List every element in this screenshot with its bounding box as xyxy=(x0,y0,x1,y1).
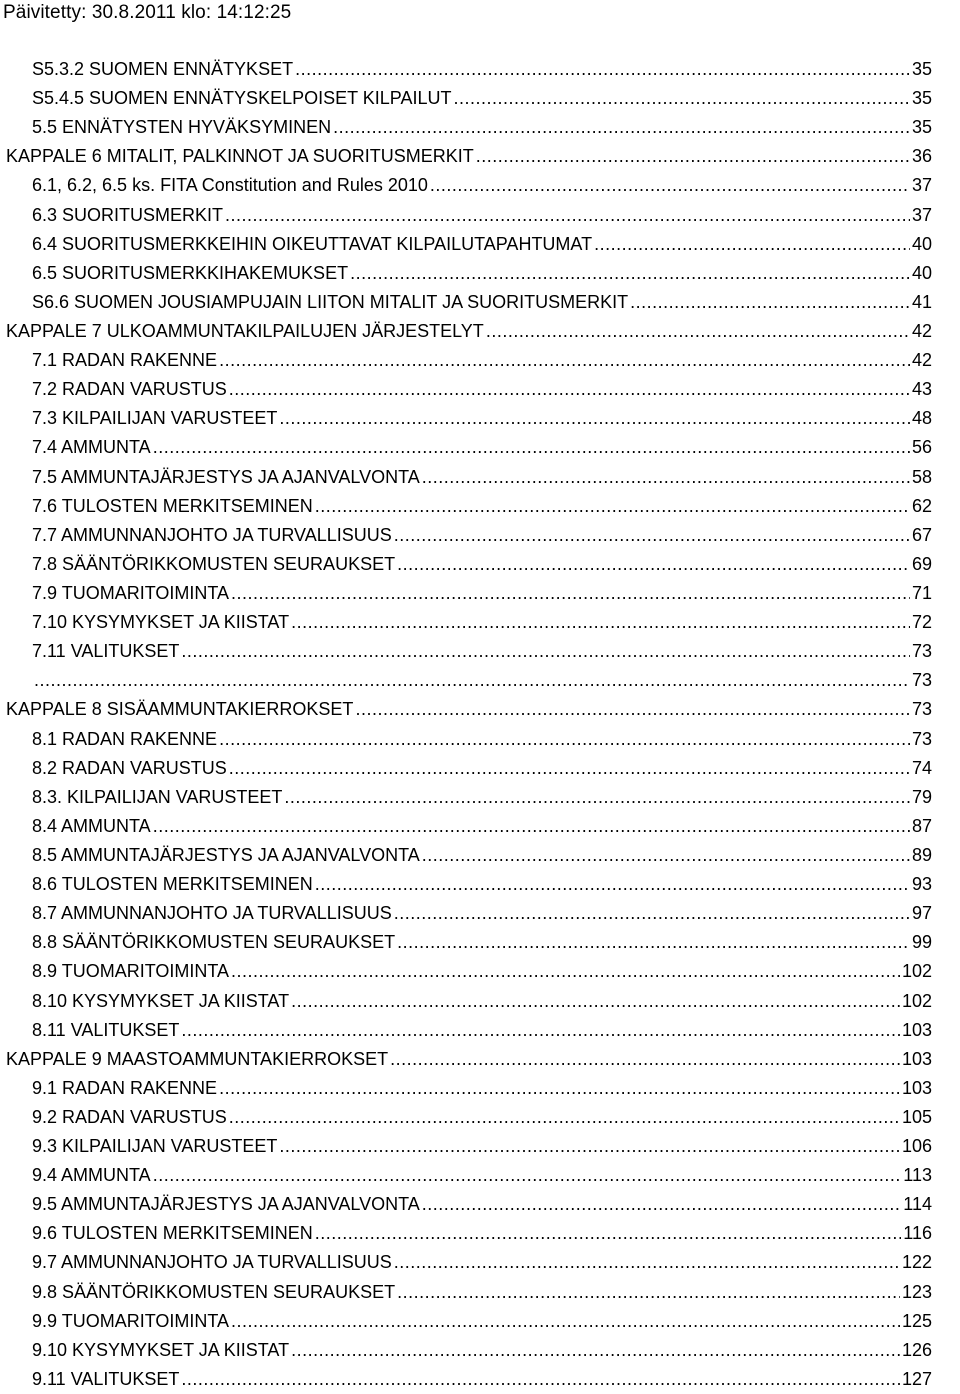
toc-dot-leader xyxy=(422,1190,902,1219)
toc-dot-leader xyxy=(153,1161,902,1190)
toc-chapter-row[interactable] xyxy=(6,317,932,346)
toc-entry-title: 9.5 AMMUNTAJÄRJESTYS JA AJANVALVONTA xyxy=(32,1194,420,1215)
toc-section-row[interactable] xyxy=(6,1365,932,1394)
toc-entry-title: 5.5 ENNÄTYSTEN HYVÄKSYMINEN xyxy=(32,117,332,138)
toc-page-number: 99 xyxy=(911,932,932,953)
toc-dot-leader xyxy=(397,928,910,957)
toc-page-number: 73 xyxy=(911,670,932,691)
toc-entry-title: 8.4 AMMUNTA xyxy=(32,815,151,836)
toc-entry-title: 9.3 KILPAILIJAN VARUSTEET xyxy=(32,1136,278,1157)
toc-section-row[interactable] xyxy=(6,201,932,230)
toc-dot-leader xyxy=(594,230,910,259)
toc-dot-leader xyxy=(453,84,909,113)
toc-page-number: 93 xyxy=(911,874,932,895)
toc-entry-title: S5.4.5 SUOMEN ENNÄTYSKELPOISET KILPAILUT xyxy=(32,88,452,109)
toc-page-number: 40 xyxy=(911,233,932,254)
toc-dot-leader xyxy=(231,579,910,608)
toc-page-number: 103 xyxy=(901,1048,932,1069)
toc-page-number: 42 xyxy=(911,350,932,371)
toc-entry-title: 7.3 KILPAILIJAN VARUSTEET xyxy=(32,408,278,429)
toc-dot-leader xyxy=(315,1219,902,1248)
toc-dot-leader xyxy=(397,550,910,579)
toc-page-number: 69 xyxy=(911,553,932,574)
toc-page-number: 73 xyxy=(911,641,932,662)
toc-page-number: 42 xyxy=(911,320,932,341)
toc-page-number: 116 xyxy=(903,1223,932,1244)
toc-page-number: 72 xyxy=(911,612,932,633)
toc-section-row[interactable] xyxy=(6,550,932,579)
toc-entry-title: 8.8 SÄÄNTÖRIKKOMUSTEN SEURAUKSET xyxy=(32,932,396,953)
toc-entry-title: 7.6 TULOSTEN MERKITSEMINEN xyxy=(32,495,313,516)
toc-page-number: 48 xyxy=(911,408,932,429)
toc-dot-leader xyxy=(291,987,900,1016)
toc-section-row[interactable] xyxy=(6,288,932,317)
toc-page-number: 97 xyxy=(911,903,932,924)
toc-section-row[interactable] xyxy=(6,783,932,812)
toc-chapter-row[interactable] xyxy=(6,142,932,171)
toc-dot-leader xyxy=(486,317,910,346)
toc-section-row[interactable] xyxy=(6,1016,932,1045)
toc-section-row[interactable] xyxy=(6,1219,932,1248)
table-of-contents xyxy=(6,55,932,1394)
toc-page-number: 105 xyxy=(901,1106,932,1127)
toc-section-row[interactable] xyxy=(6,230,932,259)
toc-entry-title: 7.2 RADAN VARUSTUS xyxy=(32,379,227,400)
toc-dot-leader xyxy=(181,637,910,666)
toc-entry-title: 9.8 SÄÄNTÖRIKKOMUSTEN SEURAUKSET xyxy=(32,1281,396,1302)
toc-dot-leader xyxy=(390,1045,900,1074)
toc-entry-title: 9.9 TUOMARITOIMINTA xyxy=(32,1310,230,1331)
toc-section-row[interactable] xyxy=(6,1278,932,1307)
toc-section-row[interactable] xyxy=(6,666,932,695)
toc-page-number: 113 xyxy=(903,1165,932,1186)
toc-dot-leader xyxy=(355,695,910,724)
toc-section-row[interactable] xyxy=(6,957,932,986)
toc-chapter-row[interactable] xyxy=(6,1045,932,1074)
toc-entry-title: 9.7 AMMUNNANJOHTO JA TURVALLISUUS xyxy=(32,1252,392,1273)
toc-section-row[interactable] xyxy=(6,1132,932,1161)
toc-entry-title: 8.1 RADAN RAKENNE xyxy=(32,728,218,749)
toc-page-number: 73 xyxy=(911,699,932,720)
toc-dot-leader xyxy=(229,1103,900,1132)
toc-page-number: 123 xyxy=(901,1281,932,1302)
toc-entry-title: 7.10 KYSYMYKSET JA KIISTAT xyxy=(32,612,290,633)
toc-page-number: 114 xyxy=(903,1194,932,1215)
toc-entry-title: 6.4 SUORITUSMERKKEIHIN OIKEUTTAVAT KILPAILUTAPAHTUMAT xyxy=(32,233,593,254)
toc-dot-leader xyxy=(430,171,910,200)
toc-section-row[interactable] xyxy=(6,55,932,84)
toc-dot-leader xyxy=(153,812,910,841)
toc-section-row[interactable] xyxy=(6,1248,932,1277)
toc-section-row[interactable] xyxy=(6,637,932,666)
toc-entry-title: 7.1 RADAN RAKENNE xyxy=(32,350,218,371)
toc-section-row[interactable] xyxy=(6,84,932,113)
toc-page-number: 58 xyxy=(911,466,932,487)
toc-section-row[interactable] xyxy=(6,1307,932,1336)
toc-section-row[interactable] xyxy=(6,841,932,870)
toc-page-number: 35 xyxy=(911,59,932,79)
toc-dot-leader xyxy=(279,404,910,433)
toc-dot-leader xyxy=(231,1307,900,1336)
toc-page-number: 79 xyxy=(911,786,932,807)
toc-dot-leader xyxy=(231,957,900,986)
toc-page-number: 35 xyxy=(911,117,932,138)
toc-dot-leader xyxy=(394,899,910,928)
toc-dot-leader xyxy=(219,346,910,375)
toc-dot-leader xyxy=(315,870,910,899)
toc-entry-title: 7.5 AMMUNTAJÄRJESTYS JA AJANVALVONTA xyxy=(32,466,420,487)
toc-section-row[interactable] xyxy=(6,1103,932,1132)
toc-section-row[interactable] xyxy=(6,812,932,841)
toc-section-row[interactable] xyxy=(6,433,932,462)
toc-dot-leader xyxy=(34,666,910,695)
toc-section-row[interactable] xyxy=(6,375,932,404)
toc-dot-leader xyxy=(422,463,910,492)
toc-dot-leader xyxy=(225,201,910,230)
toc-entry-title: 6.1, 6.2, 6.5 ks. FITA Constitution and Rules 2010 xyxy=(32,175,428,196)
toc-section-row[interactable] xyxy=(6,492,932,521)
toc-section-row[interactable] xyxy=(6,579,932,608)
toc-page-number: 40 xyxy=(911,262,932,283)
toc-dot-leader xyxy=(476,142,910,171)
toc-section-row[interactable] xyxy=(6,928,932,957)
toc-entry-title: 6.3 SUORITUSMERKIT xyxy=(32,204,224,225)
toc-entry-title: 8.11 VALITUKSET xyxy=(32,1019,180,1040)
toc-page-number: 67 xyxy=(911,524,932,545)
toc-section-row[interactable] xyxy=(6,1161,932,1190)
toc-dot-leader xyxy=(291,608,910,637)
toc-dot-leader xyxy=(394,521,910,550)
toc-dot-leader xyxy=(295,55,910,84)
toc-page-number: 74 xyxy=(911,757,932,778)
toc-entry-title: 9.11 VALITUKSET xyxy=(32,1368,180,1389)
toc-page-number: 103 xyxy=(901,1019,932,1040)
toc-dot-leader xyxy=(219,1074,900,1103)
toc-dot-leader xyxy=(422,841,910,870)
toc-entry-title: 7.9 TUOMARITOIMINTA xyxy=(32,582,230,603)
toc-dot-leader xyxy=(394,1248,900,1277)
toc-section-row[interactable] xyxy=(6,899,932,928)
toc-section-row[interactable] xyxy=(6,754,932,783)
toc-dot-leader xyxy=(291,1336,900,1365)
toc-entry-title: 7.4 AMMUNTA xyxy=(32,437,151,458)
toc-entry-title: 9.4 AMMUNTA xyxy=(32,1165,151,1186)
toc-dot-leader xyxy=(181,1365,900,1394)
toc-entry-title: 8.9 TUOMARITOIMINTA xyxy=(32,961,230,982)
toc-entry-title: 8.6 TULOSTEN MERKITSEMINEN xyxy=(32,874,313,895)
toc-section-row[interactable] xyxy=(6,870,932,899)
toc-entry-title: 7.8 SÄÄNTÖRIKKOMUSTEN SEURAUKSET xyxy=(32,553,396,574)
toc-page-number: 36 xyxy=(911,146,932,167)
toc-page-number: 62 xyxy=(911,495,932,516)
toc-page-number: 37 xyxy=(911,204,932,225)
toc-page-number: 89 xyxy=(911,844,932,865)
toc-section-row[interactable] xyxy=(6,346,932,375)
toc-dot-leader xyxy=(229,754,910,783)
toc-entry-title: KAPPALE 6 MITALIT, PALKINNOT JA SUORITUSMERKIT xyxy=(6,146,474,167)
toc-section-row[interactable] xyxy=(6,1190,932,1219)
toc-page-number: 87 xyxy=(911,815,932,836)
toc-section-row[interactable] xyxy=(6,259,932,288)
toc-dot-leader xyxy=(153,433,910,462)
toc-section-row[interactable] xyxy=(6,404,932,433)
toc-entry-title: 9.6 TULOSTEN MERKITSEMINEN xyxy=(32,1223,313,1244)
toc-dot-leader xyxy=(630,288,910,317)
toc-dot-leader xyxy=(333,113,910,142)
toc-page-number: 102 xyxy=(901,961,932,982)
toc-section-row[interactable] xyxy=(6,987,932,1016)
toc-entry-title: S6.6 SUOMEN JOUSIAMPUJAIN LIITON MITALIT JA SUORITUSMERKIT xyxy=(32,291,629,312)
toc-page-number: 102 xyxy=(901,990,932,1011)
toc-section-row[interactable] xyxy=(6,1074,932,1103)
toc-dot-leader xyxy=(350,259,910,288)
toc-dot-leader xyxy=(315,492,910,521)
toc-entry-title: KAPPALE 7 ULKOAMMUNTAKILPAILUJEN JÄRJESTELYT xyxy=(6,320,484,341)
toc-entry-title: 7.7 AMMUNNANJOHTO JA TURVALLISUUS xyxy=(32,524,392,545)
toc-page-number: 43 xyxy=(911,379,932,400)
toc-entry-title: 7.11 VALITUKSET xyxy=(32,641,180,662)
toc-section-row[interactable] xyxy=(6,1336,932,1365)
toc-entry-title: 8.2 RADAN VARUSTUS xyxy=(32,757,227,778)
toc-entry-title: 9.10 KYSYMYKSET JA KIISTAT xyxy=(32,1339,290,1360)
toc-entry-title: 9.2 RADAN VARUSTUS xyxy=(32,1106,227,1127)
toc-section-row[interactable] xyxy=(6,113,932,142)
toc-page-number: 41 xyxy=(911,291,932,312)
toc-section-row[interactable] xyxy=(6,725,932,754)
toc-chapter-row[interactable] xyxy=(6,695,932,724)
toc-page-number: 126 xyxy=(901,1339,932,1360)
toc-page-number: 125 xyxy=(901,1310,932,1331)
toc-dot-leader xyxy=(279,1132,900,1161)
toc-section-row[interactable] xyxy=(6,463,932,492)
toc-dot-leader xyxy=(219,725,910,754)
toc-page-number: 71 xyxy=(911,582,932,603)
toc-dot-leader xyxy=(181,1016,900,1045)
toc-page-number: 35 xyxy=(911,88,932,109)
toc-page-number: 122 xyxy=(901,1252,932,1273)
toc-entry-title: KAPPALE 8 SISÄAMMUNTAKIERROKSET xyxy=(6,699,354,720)
toc-page-number: 56 xyxy=(911,437,932,458)
toc-entry-title: 8.5 AMMUNTAJÄRJESTYS JA AJANVALVONTA xyxy=(32,844,420,865)
toc-entry-title: 8.7 AMMUNNANJOHTO JA TURVALLISUUS xyxy=(32,903,392,924)
toc-entry-title: 8.10 KYSYMYKSET JA KIISTAT xyxy=(32,990,290,1011)
toc-section-row[interactable] xyxy=(6,608,932,637)
toc-dot-leader xyxy=(397,1278,900,1307)
toc-section-row[interactable] xyxy=(6,171,932,200)
toc-entry-title: 8.3. KILPAILIJAN VARUSTEET xyxy=(32,786,283,807)
toc-section-row[interactable] xyxy=(6,521,932,550)
toc-entry-title: KAPPALE 9 MAASTOAMMUNTAKIERROKSET xyxy=(6,1048,389,1069)
toc-page-number: 127 xyxy=(901,1368,932,1389)
toc-page-number: 73 xyxy=(911,728,932,749)
last-updated-stamp: Päivitetty: 30.8.2011 klo: 14:12:25 xyxy=(3,2,292,23)
toc-entry-title: 6.5 SUORITUSMERKKIHAKEMUKSET xyxy=(32,262,349,283)
toc-dot-leader xyxy=(284,783,910,812)
toc-entry-title: S5.3.2 SUOMEN ENNÄTYKSET xyxy=(32,59,294,79)
toc-page-number: 103 xyxy=(901,1077,932,1098)
toc-dot-leader xyxy=(229,375,910,404)
toc-page-number: 106 xyxy=(901,1136,932,1157)
toc-page-number: 37 xyxy=(911,175,932,196)
toc-entry-title: 9.1 RADAN RAKENNE xyxy=(32,1077,218,1098)
